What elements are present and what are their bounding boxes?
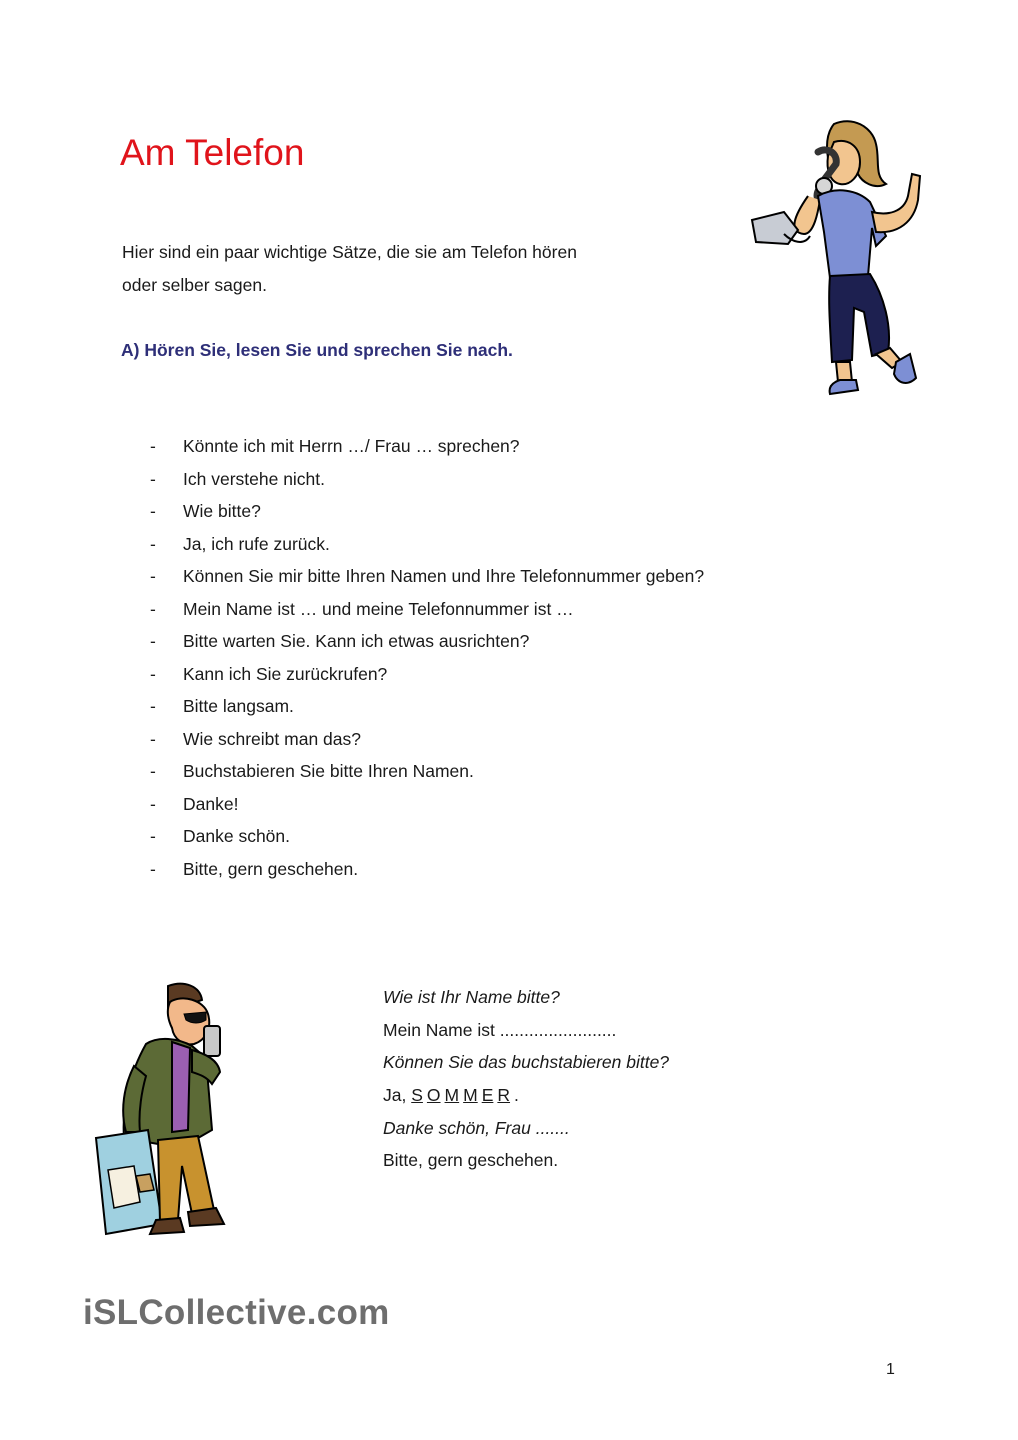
woman-on-phone-illustration xyxy=(748,116,924,400)
bullet-dash: - xyxy=(150,533,156,554)
intro-line-2: oder selber sagen. xyxy=(122,275,267,295)
bullet-dash: - xyxy=(150,566,156,586)
phrase-text: Mein Name ist … und meine Telefonnummer ist … xyxy=(183,598,574,619)
list-item xyxy=(150,631,704,664)
list-item xyxy=(150,696,704,729)
phrase-text: Kann ich Sie zurückrufen? xyxy=(183,663,388,684)
dialog-line-4 xyxy=(383,1085,669,1118)
section-a-heading: A) Hören Sie, lesen Sie und sprechen Sie nach. xyxy=(121,340,513,360)
phrase-text: Könnte ich mit Herrn …/ Frau … sprechen? xyxy=(183,436,520,456)
spelled-letter: E xyxy=(481,1085,494,1106)
phrase-text: Bitte langsam. xyxy=(183,696,294,716)
dialog-line-3: Können Sie das buchstabieren bitte? xyxy=(383,1052,670,1073)
bullet-dash: - xyxy=(150,728,156,749)
list-item xyxy=(150,599,704,632)
spelled-letter: M xyxy=(444,1085,460,1106)
phrase-text: Ja, ich rufe zurück. xyxy=(183,533,330,554)
list-item xyxy=(150,501,704,534)
bullet-dash: - xyxy=(150,761,156,781)
phrase-list xyxy=(150,436,704,891)
bullet-dash: - xyxy=(150,793,156,814)
phrase-text: Buchstabieren Sie bitte Ihren Namen. xyxy=(183,761,474,781)
phrase-text: Ich verstehe nicht. xyxy=(183,468,326,489)
phrase-text: Bitte, gern geschehen. xyxy=(183,858,359,879)
spelled-letter: S xyxy=(411,1085,423,1106)
dialog-line-2: Mein Name ist ........................ xyxy=(383,1019,617,1040)
dialog-block xyxy=(383,987,669,1183)
phrase-text: Wie bitte? xyxy=(183,501,261,521)
list-item xyxy=(150,761,704,794)
page-number: 1 xyxy=(886,1361,895,1378)
man-on-phone-illustration xyxy=(88,980,248,1238)
dialog-line-4-suffix: . xyxy=(514,1085,519,1106)
bullet-dash: - xyxy=(150,598,156,619)
list-item xyxy=(150,859,704,892)
intro-line-1: Hier sind ein paar wichtige Sätze, die sie am Telefon hören xyxy=(122,242,577,262)
list-item xyxy=(150,469,704,502)
list-item xyxy=(150,534,704,567)
page-title: Am Telefon xyxy=(120,132,305,173)
dialog-line-5: Danke schön, Frau ....... xyxy=(383,1117,570,1138)
list-item xyxy=(150,566,704,599)
dialog-line-6: Bitte, gern geschehen. xyxy=(383,1150,559,1171)
bullet-dash: - xyxy=(150,663,156,684)
bullet-dash: - xyxy=(150,631,156,651)
dialog-line-4-prefix: Ja, xyxy=(383,1085,407,1106)
spelled-letter: R xyxy=(497,1085,511,1106)
phrase-text: Bitte warten Sie. Kann ich etwas ausrichten? xyxy=(183,631,530,651)
spelled-letter: O xyxy=(426,1085,441,1106)
spelled-letter: M xyxy=(463,1085,478,1106)
bullet-dash: - xyxy=(150,858,156,879)
list-item xyxy=(150,729,704,762)
list-item xyxy=(150,794,704,827)
phrase-text: Danke schön. xyxy=(183,826,291,846)
dialog-line-1: Wie ist Ihr Name bitte? xyxy=(383,987,560,1007)
list-item xyxy=(150,826,704,859)
watermark: iSLCollective.com xyxy=(83,1293,390,1332)
phrase-text: Können Sie mir bitte Ihren Namen und Ihre Telefonnummer geben? xyxy=(183,566,705,586)
list-item xyxy=(150,436,704,469)
bullet-dash: - xyxy=(150,468,156,489)
list-item xyxy=(150,664,704,697)
bullet-dash: - xyxy=(150,696,156,716)
bullet-dash: - xyxy=(150,436,156,456)
phrase-text: Danke! xyxy=(183,793,239,814)
phrase-text: Wie schreibt man das? xyxy=(183,728,361,749)
bullet-dash: - xyxy=(150,826,156,846)
bullet-dash: - xyxy=(150,501,156,521)
